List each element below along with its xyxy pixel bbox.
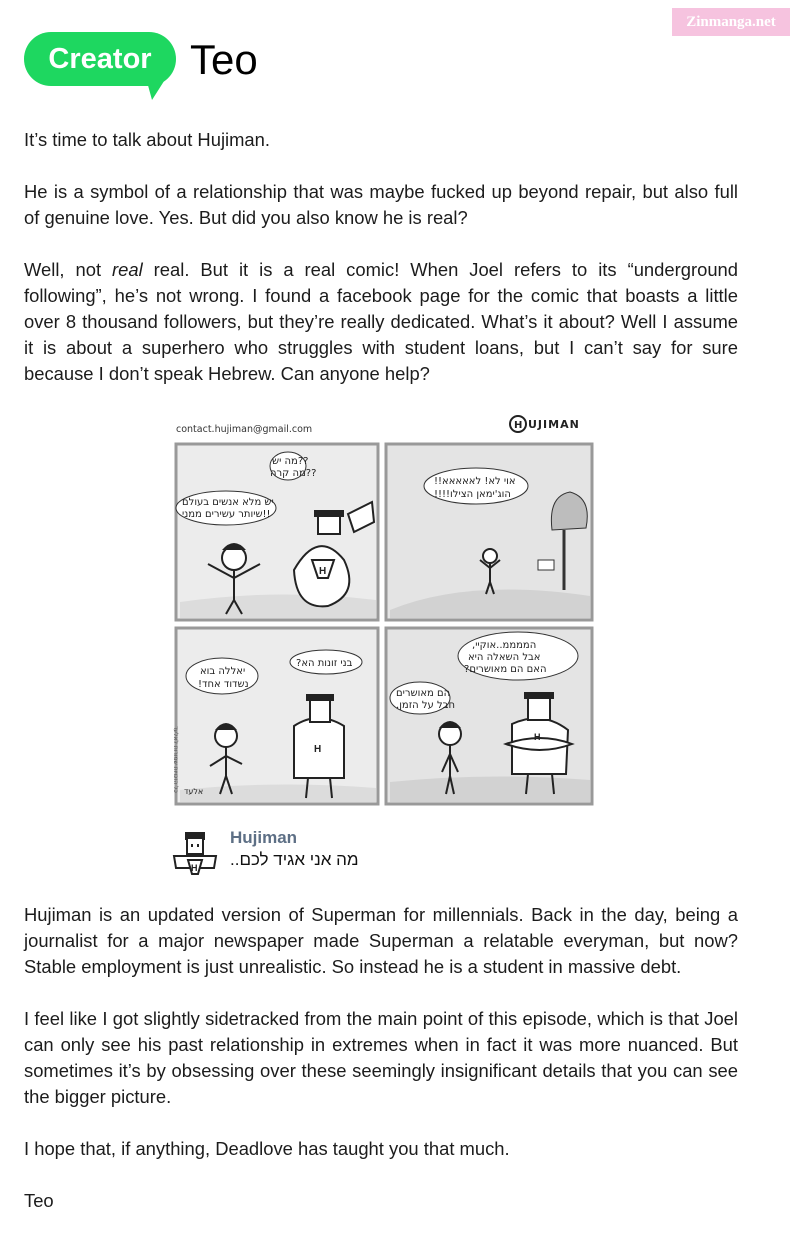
panel1-bubble-b-line2: שיותר עשירים ממני!! — [182, 509, 271, 520]
panel4-bubble-b-line2: .חבל על הזמן — [396, 700, 455, 711]
creator-name: Teo — [190, 36, 258, 83]
panel2-bubble-line2: !!!!הוג'ימאן הצילו — [434, 489, 511, 500]
panel4-bubble-a-line1: ,הממממ..אוקיי — [472, 640, 537, 651]
svg-text:H: H — [514, 420, 523, 431]
panel4-bubble-a-line3: ?האם הם מאושרים — [464, 664, 547, 675]
comic-contact-email: contact.hujiman@gmail.com — [176, 424, 313, 435]
panel1-bubble-a-line1: מה יש?? — [272, 456, 309, 467]
panel3-bubble-a-line1: יאללה בוא — [200, 666, 246, 677]
panel3-bubble-a-line2: !נשדוד אחד — [198, 679, 249, 690]
facebook-page-name[interactable]: Hujiman — [230, 828, 298, 847]
signoff: Teo — [24, 1190, 54, 1211]
comic-signature: אלעד — [184, 787, 204, 796]
paragraph-deadlove: I hope that, if anything, Deadlove has taught you that much. — [24, 1138, 510, 1159]
p3-emphasis: real — [112, 259, 143, 280]
hujiman-comic-image — [168, 410, 600, 810]
hujiman-avatar-icon — [168, 826, 224, 882]
watermark: Zinmanga.net — [672, 8, 790, 36]
comic-side-credit: כל הזכויות שמורות לאלעד — [172, 726, 179, 793]
paragraph-hujiman-explained: Hujiman is an updated version of Superman for millennials. Back in the day, being a journalist for a major newspaper made Superman a relatable everyman, but now? Stable employment is just unrealistic. So instead he is a student in massive debt. — [24, 904, 738, 977]
comic-panel-1 — [176, 444, 378, 620]
panel4-bubble-b-line1: הם מאושרים — [396, 688, 451, 699]
comic-logo-text: UJIMAN — [528, 418, 580, 431]
creator-badge — [24, 32, 176, 104]
creator-badge-label: Creator — [48, 43, 152, 75]
facebook-post-text: מה אני אגיד לכם.. — [230, 850, 359, 869]
panel3-bubble-b: ?בני זונות הא — [296, 658, 353, 669]
svg-text:H: H — [534, 732, 541, 742]
panel1-bubble-b-line1: יש מלא אנשים בעולם — [182, 497, 274, 508]
comic-panel-2 — [386, 444, 592, 620]
panel4-bubble-a-line2: אבל השאלה היא — [468, 652, 541, 663]
panel1-bubble-a-line2: מה קרה?? — [270, 468, 317, 479]
svg-text:H: H — [319, 566, 327, 577]
paragraph-sidetracked: I feel like I got slightly sidetracked from the main point of this episode, which is that Joel can only see his past relationship in extremes when in fact it was more nuanced. But sometimes it’s by obsessing over these seemingly insignificant details that you can see the bigger picture. — [24, 1008, 738, 1107]
p3-text-after: real. But it is a real comic! When Joel refers to its “underground following”, he’s not wrong. I found a facebook page for the comic that boasts a little over 8 thousand followers, but they’re really dedicated. What’s it about? Well I assume it is about a superhero who struggles with student loans, but I can’t say for sure because I don’t speak Hebrew. Can anyone help? — [24, 259, 739, 384]
comic-panel-4 — [386, 628, 592, 804]
comic-panel-3 — [176, 628, 378, 804]
svg-text:H: H — [191, 863, 198, 873]
paragraph-symbol: He is a symbol of a relationship that was maybe fucked up beyond repair, but also full of genuine love. Yes. But did you also know he is real? — [24, 181, 738, 228]
panel2-bubble-line1: !!אוי לא! לאאאאא — [434, 476, 516, 487]
facebook-post — [168, 826, 468, 882]
svg-text:H: H — [314, 744, 322, 755]
p3-text-before: Well, not — [24, 259, 113, 280]
paragraph-intro: It’s time to talk about Hujiman. — [24, 129, 271, 150]
paragraph-real-comic — [24, 257, 738, 387]
